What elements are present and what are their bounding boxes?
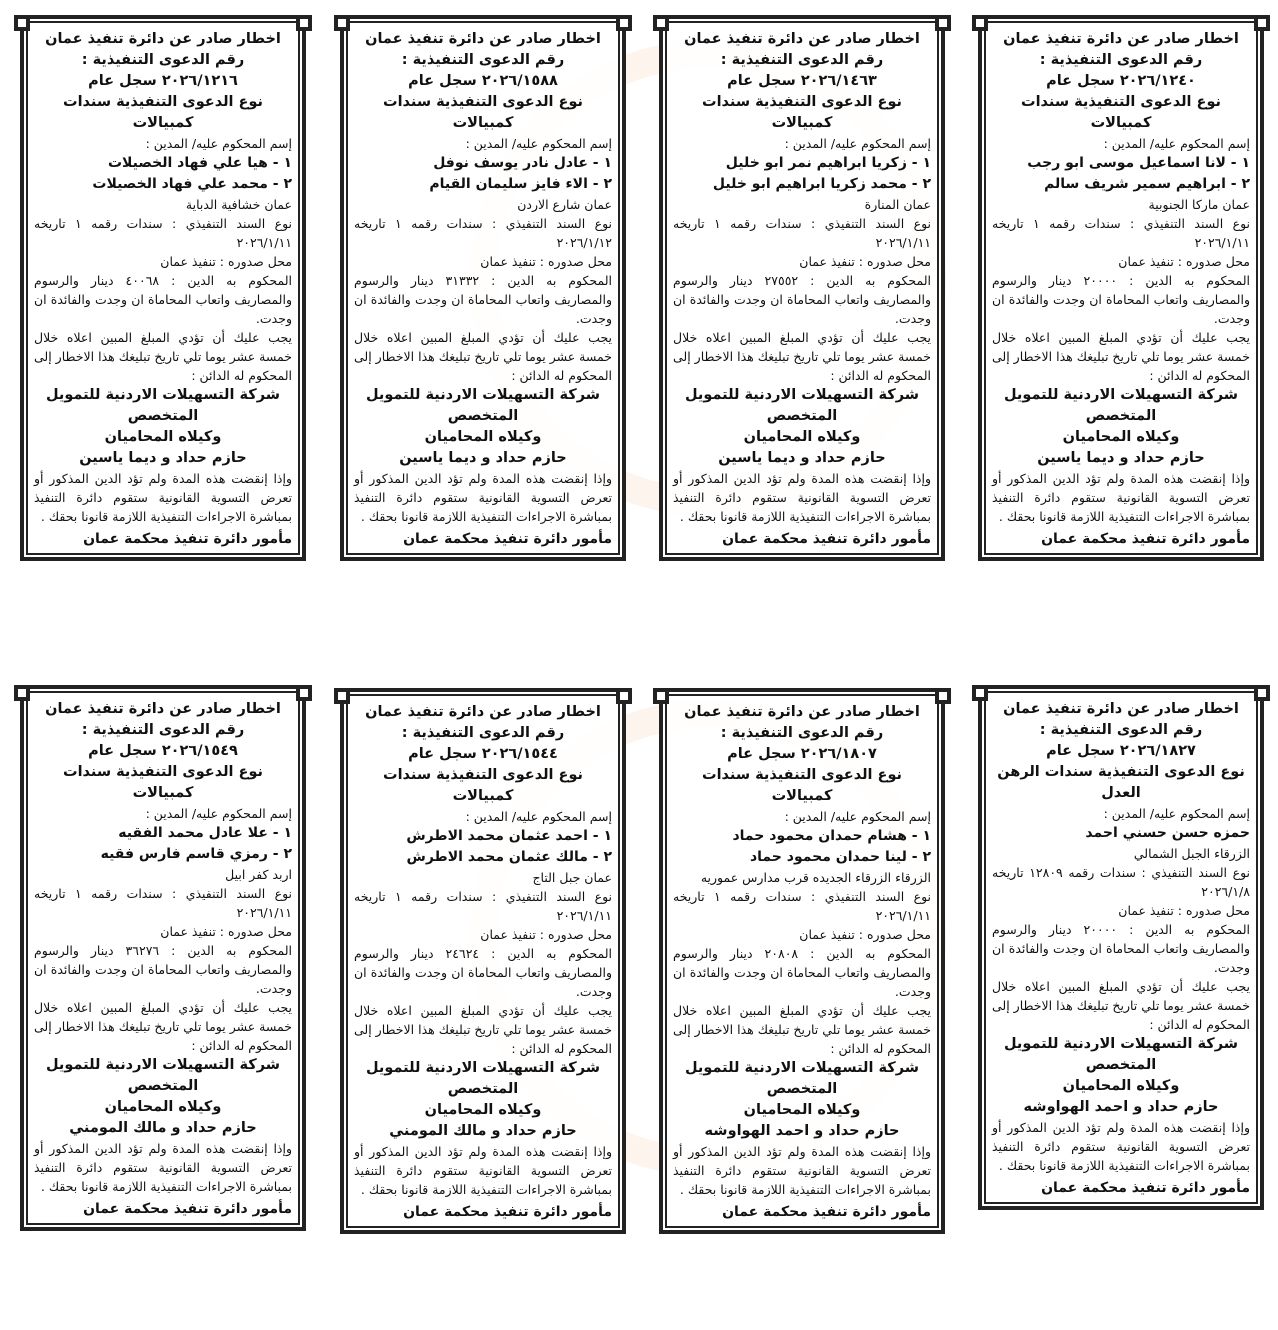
document-source: محل صدوره : تنفيذ عمان <box>160 924 292 939</box>
case-type: نوع الدعوى التنفيذية سندات كمبيالات <box>383 767 583 804</box>
amount: المحكوم به الدين : ٣١٣٣٢ <box>445 273 612 288</box>
agents-label: وكيلاه المحاميان <box>424 429 542 445</box>
creditor-name: شركة التسهيلات الاردنية للتمويل المتخصص <box>45 1057 280 1094</box>
debtor-name: حمزه حسن حسني احمد <box>1085 825 1250 841</box>
debtor-label: إسم المحكوم عليه/ المدين : <box>1103 806 1250 821</box>
amount: المحكوم به الدين : ٢٤٦٢٤ <box>445 946 612 961</box>
executive-document: نوع السند التنفيذي : سندات رقمه ١ تاريخه ٢٠٢٦/١/١١ <box>34 886 292 920</box>
payment-notice: يجب عليك أن تؤدي المبلغ المبين اعلاه خلال خمسة عشر يوما تلي تاريخ تبليغك هذا الاخطار إلى المحكوم له الدائن : <box>673 330 931 383</box>
corner-ornament-icon <box>334 688 350 704</box>
debtor-name: ١ - علا عادل محمد الفقيه <box>118 825 292 841</box>
closing-notice: وإذا إنقضت هذه المدة ولم تؤد الدين المذكور أو تعرض التسوية القانونية ستقوم دائرة التنفيذ بمباشرة الاجراءات التنفيذية اللازمة قانونا بحقك . <box>673 471 931 524</box>
case-type: نوع الدعوى التنفيذية سندات كمبيالات <box>702 767 902 804</box>
notice-8 <box>20 685 306 1231</box>
debtor-label: إسم المحكوم عليه/ المدين : <box>465 136 612 151</box>
debtor-address: الزرقاء الزرقاء الجديده قرب مدارس عموريه <box>700 870 931 885</box>
notice-7 <box>340 688 626 1234</box>
notice-6 <box>659 688 945 1234</box>
payment-notice: يجب عليك أن تؤدي المبلغ المبين اعلاه خلال خمسة عشر يوما تلي تاريخ تبليغك هذا الاخطار إلى المحكوم له الدائن : <box>673 1003 931 1056</box>
debtor-name: ٢ - محمد زكريا ابراهيم ابو خليل <box>712 176 931 192</box>
notice-5 <box>978 685 1264 1210</box>
debtor-label: إسم المحكوم عليه/ المدين : <box>784 136 931 151</box>
debtor-address: عمان ماركا الجنوبية <box>1148 197 1250 212</box>
debtor-address: عمان جبل التاج <box>532 870 612 885</box>
case-number: ٢٠٢٦/١٥٤٤ سجل عام <box>408 746 558 762</box>
fees: دينار والرسوم والمصاريف واتعاب المحاماة ان وجدت والفائدة ان وجدت. <box>673 946 931 999</box>
closing-notice: وإذا إنقضت هذه المدة ولم تؤد الدين المذكور أو تعرض التسوية القانونية ستقوم دائرة التنفيذ بمباشرة الاجراءات التنفيذية اللازمة قانونا بحقك . <box>354 1144 612 1197</box>
agents-label: وكيلاه المحاميان <box>743 429 861 445</box>
case-label: رقم الدعوى التنفيذية : <box>720 725 884 741</box>
fees: دينار والرسوم والمصاريف واتعاب المحاماة ان وجدت والفائدة ان وجدت. <box>673 273 931 326</box>
debtor-name: ١ - زكريا ابراهيم نمر ابو خليل <box>725 155 931 171</box>
signature: مأمور دائرة تنفيذ محكمة عمان <box>403 1204 612 1220</box>
agents-label: وكيلاه المحاميان <box>104 429 222 445</box>
amount: المحكوم به الدين : ٣٦٢٧٦ <box>125 943 292 958</box>
debtor-label: إسم المحكوم عليه/ المدين : <box>1103 136 1250 151</box>
lawyers-names: حازم حداد و ديما ياسين <box>399 450 567 466</box>
debtor-label: إسم المحكوم عليه/ المدين : <box>145 806 292 821</box>
signature: مأمور دائرة تنفيذ محكمة عمان <box>83 1201 292 1217</box>
payment-notice: يجب عليك أن تؤدي المبلغ المبين اعلاه خلال خمسة عشر يوما تلي تاريخ تبليغك هذا الاخطار إلى المحكوم له الدائن : <box>354 1003 612 1056</box>
document-source: محل صدوره : تنفيذ عمان <box>1118 254 1250 269</box>
signature: مأمور دائرة تنفيذ محكمة عمان <box>83 531 292 547</box>
closing-notice: وإذا إنقضت هذه المدة ولم تؤد الدين المذكور أو تعرض التسوية القانونية ستقوم دائرة التنفيذ بمباشرة الاجراءات التنفيذية اللازمة قانونا بحقك . <box>34 1141 292 1194</box>
amount: المحكوم به الدين : ٤٠٠٦٨ <box>125 273 292 288</box>
agents-label: وكيلاه المحاميان <box>424 1102 542 1118</box>
executive-document: نوع السند التنفيذي : سندات رقمه ١ تاريخه ٢٠٢٦/١/١١ <box>354 889 612 923</box>
case-number: ٢٠٢٦/١٤٦٣ سجل عام <box>727 73 877 89</box>
notice-title: اخطار صادر عن دائرة تنفيذ عمان <box>365 704 601 720</box>
notice-title: اخطار صادر عن دائرة تنفيذ عمان <box>45 701 281 717</box>
lawyers-names: حازم حداد و احمد الهواوشه <box>704 1123 900 1139</box>
corner-ornament-icon <box>296 15 312 31</box>
amount: المحكوم به الدين : ٢٠٠٠٠ <box>1083 273 1250 288</box>
debtor-address: عمان شارع الاردن <box>517 197 612 212</box>
fees: دينار والرسوم والمصاريف واتعاب المحاماة ان وجدت والفائدة ان وجدت. <box>992 273 1250 326</box>
agents-label: وكيلاه المحاميان <box>104 1099 222 1115</box>
case-number: ٢٠٢٦/١٨٠٧ سجل عام <box>727 746 877 762</box>
debtor-name: ٢ - ابراهيم سمير شريف سالم <box>1044 176 1250 192</box>
debtor-name: ١ - عادل نادر يوسف نوفل <box>433 155 612 171</box>
case-type: نوع الدعوى التنفيذية سندات الرهن العدل <box>997 764 1245 801</box>
creditor-name: شركة التسهيلات الاردنية للتمويل المتخصص <box>1003 387 1238 424</box>
agents-label: وكيلاه المحاميان <box>1062 429 1180 445</box>
lawyers-names: حازم حداد و مالك المومني <box>389 1123 577 1139</box>
debt-amount <box>34 941 292 998</box>
executive-document: نوع السند التنفيذي : سندات رقمه ١ تاريخه ٢٠٢٦/١/١١ <box>673 216 931 250</box>
closing-notice: وإذا إنقضت هذه المدة ولم تؤد الدين المذكور أو تعرض التسوية القانونية ستقوم دائرة التنفيذ بمباشرة الاجراءات التنفيذية اللازمة قانونا بحقك . <box>34 471 292 524</box>
corner-ornament-icon <box>935 15 951 31</box>
corner-ornament-icon <box>334 15 350 31</box>
case-label: رقم الدعوى التنفيذية : <box>1039 722 1203 738</box>
case-type: نوع الدعوى التنفيذية سندات كمبيالات <box>63 764 263 801</box>
closing-notice: وإذا إنقضت هذه المدة ولم تؤد الدين المذكور أو تعرض التسوية القانونية ستقوم دائرة التنفيذ بمباشرة الاجراءات التنفيذية اللازمة قانونا بحقك . <box>673 1144 931 1197</box>
case-type: نوع الدعوى التنفيذية سندات كمبيالات <box>702 94 902 131</box>
debtor-label: إسم المحكوم عليه/ المدين : <box>465 809 612 824</box>
debtor-name: ٢ - رمزي قاسم فارس فقيه <box>100 846 292 862</box>
debtor-address: اربد كفر ابيل <box>225 867 292 882</box>
debtor-label: إسم المحكوم عليه/ المدين : <box>145 136 292 151</box>
corner-ornament-icon <box>14 685 30 701</box>
corner-ornament-icon <box>296 685 312 701</box>
corner-ornament-icon <box>616 688 632 704</box>
debt-amount <box>354 271 612 328</box>
lawyers-names: حازم حداد و ديما ياسين <box>718 450 886 466</box>
case-label: رقم الدعوى التنفيذية : <box>401 725 565 741</box>
notice-title: اخطار صادر عن دائرة تنفيذ عمان <box>684 31 920 47</box>
document-source: محل صدوره : تنفيذ عمان <box>799 254 931 269</box>
corner-ornament-icon <box>14 15 30 31</box>
signature: مأمور دائرة تنفيذ محكمة عمان <box>722 531 931 547</box>
agents-label: وكيلاه المحاميان <box>1062 1078 1180 1094</box>
executive-document: نوع السند التنفيذي : سندات رقمه ١٢٨٠٩ تاريخه ٢٠٢٦/١/٨ <box>992 865 1251 899</box>
debtor-name: ١ - لانا اسماعيل موسى ابو رجب <box>1027 155 1250 171</box>
case-label: رقم الدعوى التنفيذية : <box>81 52 245 68</box>
payment-notice: يجب عليك أن تؤدي المبلغ المبين اعلاه خلال خمسة عشر يوما تلي تاريخ تبليغك هذا الاخطار إلى المحكوم له الدائن : <box>354 330 612 383</box>
notice-3 <box>340 15 626 561</box>
fees: دينار والرسوم والمصاريف واتعاب المحاماة ان وجدت والفائدة ان وجدت. <box>34 273 292 326</box>
creditor-name: شركة التسهيلات الاردنية للتمويل المتخصص <box>45 387 280 424</box>
lawyers-names: حازم حداد و ديما ياسين <box>1037 450 1205 466</box>
creditor-name: شركة التسهيلات الاردنية للتمويل المتخصص <box>684 1060 919 1097</box>
closing-notice: وإذا إنقضت هذه المدة ولم تؤد الدين المذكور أو تعرض التسوية القانونية ستقوم دائرة التنفيذ بمباشرة الاجراءات التنفيذية اللازمة قانونا بحقك . <box>992 1120 1250 1173</box>
corner-ornament-icon <box>935 688 951 704</box>
payment-notice: يجب عليك أن تؤدي المبلغ المبين اعلاه خلال خمسة عشر يوما تلي تاريخ تبليغك هذا الاخطار إلى المحكوم له الدائن : <box>34 1000 292 1053</box>
creditor-name: شركة التسهيلات الاردنية للتمويل المتخصص <box>365 387 600 424</box>
notice-4 <box>20 15 306 561</box>
document-source: محل صدوره : تنفيذ عمان <box>1118 903 1250 918</box>
payment-notice: يجب عليك أن تؤدي المبلغ المبين اعلاه خلال خمسة عشر يوما تلي تاريخ تبليغك هذا الاخطار إلى المحكوم له الدائن : <box>992 330 1250 383</box>
signature: مأمور دائرة تنفيذ محكمة عمان <box>403 531 612 547</box>
case-type: نوع الدعوى التنفيذية سندات كمبيالات <box>63 94 263 131</box>
fees: دينار والرسوم والمصاريف واتعاب المحاماة ان وجدت والفائدة ان وجدت. <box>354 946 612 999</box>
notice-title: اخطار صادر عن دائرة تنفيذ عمان <box>1003 701 1239 717</box>
executive-document: نوع السند التنفيذي : سندات رقمه ١ تاريخه ٢٠٢٦/١/١١ <box>992 216 1250 250</box>
payment-notice: يجب عليك أن تؤدي المبلغ المبين اعلاه خلال خمسة عشر يوما تلي تاريخ تبليغك هذا الاخطار إلى المحكوم له الدائن : <box>992 979 1250 1032</box>
document-source: محل صدوره : تنفيذ عمان <box>799 927 931 942</box>
notice-title: اخطار صادر عن دائرة تنفيذ عمان <box>684 704 920 720</box>
corner-ornament-icon <box>653 15 669 31</box>
fees: دينار والرسوم والمصاريف واتعاب المحاماة ان وجدت والفائدة ان وجدت. <box>354 273 612 326</box>
fees: دينار والرسوم والمصاريف واتعاب المحاماة ان وجدت والفائدة ان وجدت. <box>34 943 292 996</box>
fees: دينار والرسوم والمصاريف واتعاب المحاماة ان وجدت والفائدة ان وجدت. <box>992 922 1250 975</box>
corner-ornament-icon <box>1254 685 1270 701</box>
debtor-label: إسم المحكوم عليه/ المدين : <box>784 809 931 824</box>
notice-title: اخطار صادر عن دائرة تنفيذ عمان <box>1003 31 1239 47</box>
signature: مأمور دائرة تنفيذ محكمة عمان <box>722 1204 931 1220</box>
notice-title: اخطار صادر عن دائرة تنفيذ عمان <box>45 31 281 47</box>
debtor-name: ١ - هيا علي فهاد الخصيلات <box>107 155 292 171</box>
document-source: محل صدوره : تنفيذ عمان <box>480 254 612 269</box>
debtor-name: ١ - احمد عثمان محمد الاطرش <box>406 828 612 844</box>
closing-notice: وإذا إنقضت هذه المدة ولم تؤد الدين المذكور أو تعرض التسوية القانونية ستقوم دائرة التنفيذ بمباشرة الاجراءات التنفيذية اللازمة قانونا بحقك . <box>992 471 1250 524</box>
corner-ornament-icon <box>616 15 632 31</box>
corner-ornament-icon <box>653 688 669 704</box>
case-label: رقم الدعوى التنفيذية : <box>720 52 884 68</box>
signature: مأمور دائرة تنفيذ محكمة عمان <box>1041 531 1250 547</box>
debt-amount <box>992 271 1250 328</box>
debt-amount <box>992 920 1250 977</box>
debtor-name: ٢ - محمد علي فهاد الخصيلات <box>92 176 292 192</box>
debtor-address: عمان المنارة <box>864 197 931 212</box>
corner-ornament-icon <box>1254 15 1270 31</box>
case-type: نوع الدعوى التنفيذية سندات كمبيالات <box>1021 94 1221 131</box>
lawyers-names: حازم حداد و ديما ياسين <box>79 450 247 466</box>
document-source: محل صدوره : تنفيذ عمان <box>160 254 292 269</box>
case-type: نوع الدعوى التنفيذية سندات كمبيالات <box>383 94 583 131</box>
notice-title: اخطار صادر عن دائرة تنفيذ عمان <box>365 31 601 47</box>
debt-amount <box>34 271 292 328</box>
case-number: ٢٠٢٦/١٥٤٩ سجل عام <box>88 743 238 759</box>
debtor-name: ١ - هشام حمدان محمود حماد <box>732 828 931 844</box>
debtor-name: ٢ - مالك عثمان محمد الاطرش <box>406 849 612 865</box>
payment-notice: يجب عليك أن تؤدي المبلغ المبين اعلاه خلال خمسة عشر يوما تلي تاريخ تبليغك هذا الاخطار إلى المحكوم له الدائن : <box>34 330 292 383</box>
case-label: رقم الدعوى التنفيذية : <box>81 722 245 738</box>
amount: المحكوم به الدين : ٢٠٠٠٠ <box>1083 922 1250 937</box>
debtor-address: عمان خشافية الدباية <box>185 197 292 212</box>
debtor-address: الزرقاء الجبل الشمالي <box>1133 846 1250 861</box>
creditor-name: شركة التسهيلات الاردنية للتمويل المتخصص <box>365 1060 600 1097</box>
lawyers-names: حازم حداد و احمد الهواوشه <box>1023 1099 1219 1115</box>
creditor-name: شركة التسهيلات الاردنية للتمويل المتخصص <box>684 387 919 424</box>
document-source: محل صدوره : تنفيذ عمان <box>480 927 612 942</box>
case-number: ٢٠٢٦/١٢١٦ سجل عام <box>88 73 238 89</box>
case-number: ٢٠٢٦/١٢٤٠ سجل عام <box>1046 73 1196 89</box>
corner-ornament-icon <box>972 685 988 701</box>
debtor-name: ٢ - الاء فايز سليمان القيام <box>429 176 612 192</box>
closing-notice: وإذا إنقضت هذه المدة ولم تؤد الدين المذكور أو تعرض التسوية القانونية ستقوم دائرة التنفيذ بمباشرة الاجراءات التنفيذية اللازمة قانونا بحقك . <box>354 471 612 524</box>
debt-amount <box>673 944 931 1001</box>
case-number: ٢٠٢٦/١٨٢٧ سجل عام <box>1046 743 1196 759</box>
executive-document: نوع السند التنفيذي : سندات رقمه ١ تاريخه ٢٠٢٦/١/١١ <box>673 889 931 923</box>
agents-label: وكيلاه المحاميان <box>743 1102 861 1118</box>
corner-ornament-icon <box>972 15 988 31</box>
debt-amount <box>673 271 931 328</box>
case-number: ٢٠٢٦/١٥٨٨ سجل عام <box>408 73 558 89</box>
notice-2 <box>659 15 945 561</box>
lawyers-names: حازم حداد و مالك المومني <box>69 1120 257 1136</box>
executive-document: نوع السند التنفيذي : سندات رقمه ١ تاريخه ٢٠٢٦/١/١٢ <box>354 216 612 250</box>
debtor-name: ٢ - لينا حمدان محمود حماد <box>749 849 931 865</box>
debt-amount <box>354 944 612 1001</box>
executive-document: نوع السند التنفيذي : سندات رقمه ١ تاريخه ٢٠٢٦/١/١١ <box>34 216 292 250</box>
signature: مأمور دائرة تنفيذ محكمة عمان <box>1041 1180 1250 1196</box>
creditor-name: شركة التسهيلات الاردنية للتمويل المتخصص <box>1003 1036 1238 1073</box>
amount: المحكوم به الدين : ٢٧٥٥٢ <box>764 273 931 288</box>
amount: المحكوم به الدين : ٢٠٨٠٨ <box>764 946 931 961</box>
case-label: رقم الدعوى التنفيذية : <box>1039 52 1203 68</box>
notice-1 <box>978 15 1264 561</box>
case-label: رقم الدعوى التنفيذية : <box>401 52 565 68</box>
